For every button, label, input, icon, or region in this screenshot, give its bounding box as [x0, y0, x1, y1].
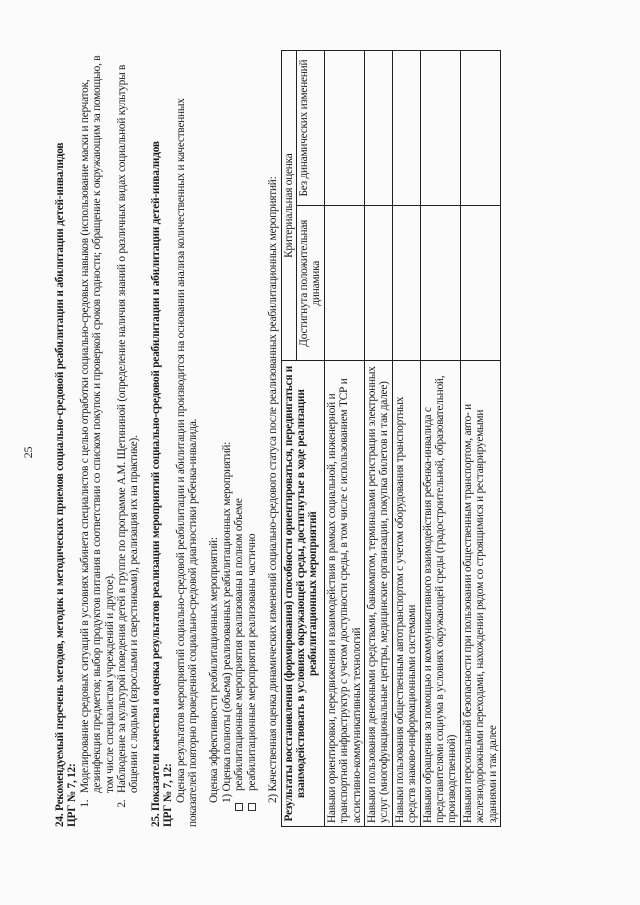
- table-cell-empty[interactable]: [364, 206, 392, 361]
- checkbox-square-icon: [235, 803, 243, 811]
- table-header-criteria: Критериальная оценка: [281, 51, 296, 361]
- section-25-subtitle: ЦРГ № 7, 12:: [162, 763, 175, 827]
- table-cell-empty[interactable]: [460, 51, 500, 206]
- table-cell: Навыки ориентировки, передвижения и взаимодействия в рамках социальной, инженерной и транспортной инфраструктур с учетом доступности среды, в том числе с использованием ТСР и ассистивно-коммуникативных технологий: [324, 361, 364, 827]
- table-header-positive: Достигнута положительная динамика: [296, 206, 324, 361]
- table-cell-empty[interactable]: [420, 206, 460, 361]
- qualitative-item: 2) Качественная оценка динамических изменений социально-средового статуса после реализованных реабилитационных мероприятий:: [267, 176, 280, 803]
- table-row: [420, 51, 460, 827]
- assessment-table: [281, 50, 502, 827]
- table-cell-empty[interactable]: [392, 51, 420, 206]
- section-24-title: 24. Рекомендуемый перечень методов, методик и методических приемов социально-средовой реабилитации и абилитации детей-инвалидов: [54, 142, 66, 827]
- section-24-item-1: 1. Моделирование средовых ситуаций в условиях кабинета специалистов с целью отработки социально-средовых навыков (использование маски и перчаток, дезинфекция предметов; выбор продуктов питания в соответствии со списком покупок и проверкой сроков годности; обращение к окружающим за помощью, в том числе специалистам учреждений и другое).: [79, 50, 116, 797]
- section-24-list: [79, 50, 141, 827]
- section-25-intro: Оценка результатов мероприятий социально-средовой реабилитации и абилитации производится на основании анализа количественных и качественных показателей повторно проведенной социально-средовой диагностики ребенка-инвалида.: [174, 98, 200, 827]
- table-cell: Навыки персональной безопасности при пользовании общественным транспортом, авто- и железнодорожными переходами, нахождении рядом со строящимися и реставрируемыми зданиями и так далее: [460, 361, 500, 827]
- table-cell-empty[interactable]: [324, 51, 364, 206]
- table-cell: Навыки пользования общественным автотранспортом с учетом оборудования транспортных средств знаково-информационными системами: [392, 361, 420, 827]
- completeness-item: 1) Оценка полноты (объема) реализованных реабилитационных мероприятий:: [220, 441, 233, 803]
- table-cell-empty[interactable]: [420, 51, 460, 206]
- checkbox-full-label: реабилитационные мероприятия реализованы в полном объеме: [233, 498, 246, 791]
- table-cell-empty[interactable]: [364, 51, 392, 206]
- section-24-item-2: 2. Наблюдение за культурой поведения детей в группе по программе А.М. Щетининой (определение наличия знаний о различных видах социальной культуры в общении с людьми (взрослыми и сверстниками), реализация их на практике).: [116, 50, 141, 797]
- table-row: [460, 51, 500, 827]
- table-cell-empty[interactable]: [392, 206, 420, 361]
- checkbox-full[interactable]: [233, 50, 245, 827]
- section-24-subtitle: ЦРГ № 7, 12:: [66, 763, 79, 827]
- section-25-title: 25. Показатели качества и оценка результатов реализации мероприятий социально-средовой реабилитации и абилитации детей-инвалидов: [149, 141, 162, 827]
- checkbox-square-icon: [248, 803, 256, 811]
- checkbox-partial[interactable]: [246, 50, 258, 827]
- checkbox-partial-label: реабилитационные мероприятия реализованы частично: [245, 533, 258, 791]
- effectiveness-heading: Оценка эффективности реабилитационных мероприятий:: [208, 537, 221, 803]
- table-header-results: Результаты восстановления (формирования) способности ориентироваться, передвигаться и взаимодействовать в условиях окружающей среды, достигнутые в ходе реализации реабилитационных мероприятий: [281, 361, 324, 827]
- table-row: [324, 51, 364, 827]
- table-cell: Навыки пользования денежными средствами, банкоматом, терминалами регистрации электронных услуг (многофункциональные центры, медицинские организации, покупка билетов и так далее): [364, 361, 392, 827]
- table-cell: Навыки обращения за помощью и коммуникативного взаимодействия ребенка-инвалида с представителями социума в условиях окружающей среды (градостроительной, образовательной, производственной): [420, 361, 460, 827]
- table-cell-empty[interactable]: [324, 206, 364, 361]
- page-number: 25: [21, 446, 35, 459]
- table-row: [364, 51, 392, 827]
- table-header-no-change: Без динамических изменений: [296, 51, 324, 206]
- table-cell-empty[interactable]: [460, 206, 500, 361]
- table-row: [392, 51, 420, 827]
